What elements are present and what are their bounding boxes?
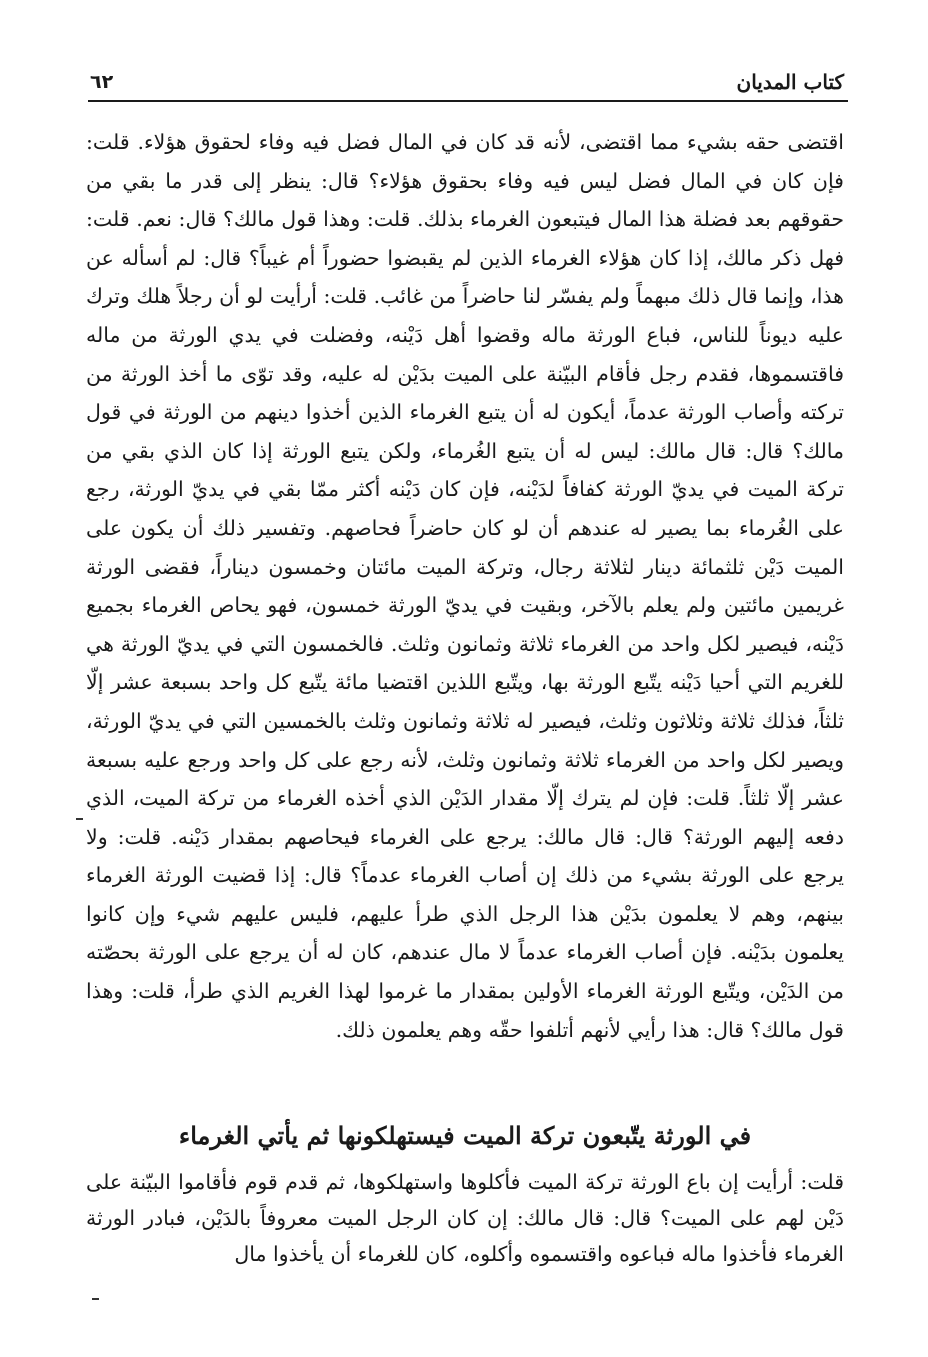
running-header [90, 64, 844, 100]
margin-mark [92, 1298, 99, 1300]
main-paragraph: اقتضى حقه بشيء مما اقتضى، لأنه قد كان في المال فضل فيه وفاء لحقوق هؤلاء. قلت: فإن كان في المال فضل ليس فيه وفاء بحقوق هؤلاء؟ قال: ينظر إلى قدر ما بقي من حقوقهم بعد فضلة هذا المال فيتبعون الغرماء بذلك. قلت: وهذا قول مالك؟ قال: نعم. قلت: فهل ذكر مالك، إذا كان هؤلاء الغرماء الذين لم يقبضوا حضوراً أم غيباً؟ قال: لم أسأله عن هذا، وإنما قال ذلك مبهماً ولم يفسّر لنا حاضراً من غائب. قلت: أرأيت لو أن رجلاً هلك وترك عليه ديوناً للناس، فباع الورثة ماله وقضوا أهل دَيْنه، وفضلت في يدي الورثة من ماله فاقتسموها، فقدم رجل فأقام البيّنة على الميت بدَيْن له عليه، وقد توّى ما أخذ الورثة من تركته وأصاب الورثة عدماً، أيكون له أن يتبع الغرماء الذين أخذوا دينهم من الورثة في قول مالك؟ قال: قال مالك: ليس له أن يتبع الغُرماء، ولكن يتبع الورثة إذا كان الذي بقي من تركة الميت في يديّ الورثة كفافاً لدَيْنه، فإن كان دَيْنه أكثر ممّا بقي في يديّ الورثة، رجع على الغُرماء بما يصير له عندهم أن لو كان حاضراً فحاصهم. وتفسير ذلك أن يكون على الميت دَيْن ثلثمائة دينار لثلاثة رجال، وتركة الميت مائتان وخمسون ديناراً، فقضى الورثة غريمين مائتين ولم يعلم بالآخر، وبقيت في يديّ الورثة خمسون، فهو يحاص الغرماء بجميع دَيْنه، فيصير لكل واحد من الغرماء ثلاثة وثمانون وثلث. فالخمسون التي في يديّ الورثة هي للغريم التي أحيا دَيْنه يتّبع الورثة بها، ويتّبع اللذين اقتضيا مائة يتّبع كل واحد بسبعة عشر إلّا ثلثاً، فذلك ثلاثة وثلاثون وثلث، فيصير له ثلاثة وثمانون وثلث بالخمسين التي في يديّ الورثة، ويصير لكل واحد من الغرماء ثلاثة وثمانون وثلث، لأنه رجع على كل واحد ورجع عليه بسبعة عشر إلّا ثلثاً. قلت: فإن لم يترك إلّا مقدار الدَيْن الذي أخذه الغرماء من تركة الميت، الذي دفعه إليهم الورثة؟ قال: قال مالك: يرجع على الغرماء فيحاصهم بمقدار دَيْنه. قلت: ولا يرجع على الورثة بشيء من ذلك إن أصاب الغرماء عدماً؟ قال: إذا قضيت الورثة الغرماء بينهم، وهم لا يعلمون بدَيْن هذا الرجل الذي طرأ عليهم، فليس عليهم شيء وإن كانوا يعلمون بدَيْنه. فإن أصاب الغرماء عدماً لا مال عندهم، كان له أن يرجع على الورثة بحصّته من الدَيْن، ويتّبع الورثة الغرماء الأولين بمقدار ما غرموا لهذا الغريم الذي طرأ، قلت: وهذا قول مالك؟ قال: هذا رأيي لأنهم أتلفوا حقّه وهم يعلمون ذلك. [86, 130, 844, 1042]
main-text [86, 123, 844, 1049]
section-heading: في الورثة يتّبعون تركة الميت فيستهلكونها ثم يأتي الغرماء [178, 1121, 752, 1150]
section-text [86, 1164, 844, 1272]
margin-mark [76, 818, 83, 820]
header-rule [88, 100, 848, 102]
book-title: كتاب المديان [736, 70, 844, 94]
page-number: ٦٢ [90, 71, 114, 93]
section-paragraph: قلت: أرأيت إن باع الورثة تركة الميت فأكلوها واستهلكوها، ثم قدم قوم فأقاموا البيّنة على دَيْن لهم على الميت؟ قال: قال مالك: إن كان الرجل الميت معروفاً بالدَيْن، فبادر الورثة الغرماء فأخذوا ماله فباعوه واقتسموه وأكلوه، كان للغرماء أن يأخذوا مال [86, 1170, 844, 1266]
